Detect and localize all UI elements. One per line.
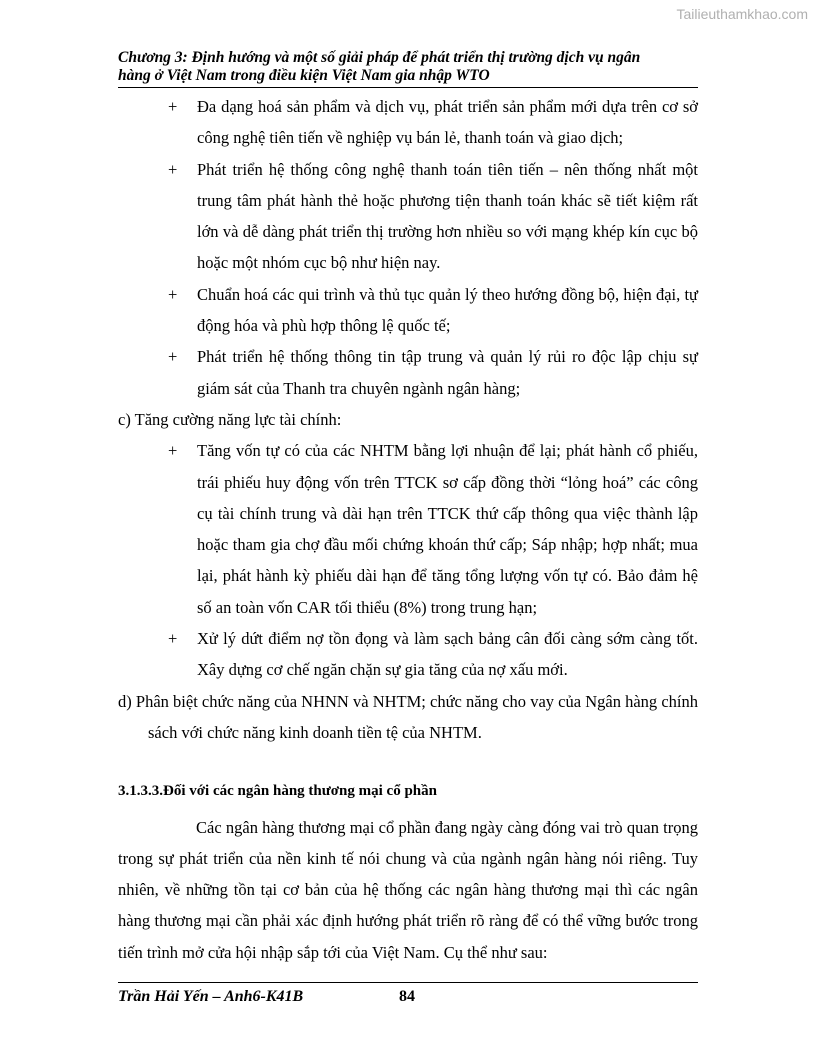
list-item-text: Đa dạng hoá sản phẩm và dịch vụ, phát triển sản phẩm mới dựa trên cơ sở công nghệ tiên tiến về nghiệp vụ bán lẻ, thanh toán và giao dịch;	[197, 97, 698, 148]
header-divider	[118, 87, 698, 88]
list-item	[118, 341, 698, 404]
subheading-c: c) Tăng cường năng lực tài chính:	[118, 409, 342, 429]
list-item-text: Phát triển hệ thống công nghệ thanh toán tiên tiến – nên thống nhất một trung tâm phát hành thẻ hoặc phương tiện thanh toán khác sẽ tiết kiệm rất lớn và dễ dàng phát triển thị trường hơn nhiều so với mạng khép kín cục bộ hoặc một nhóm cục bộ như hiện nay.	[197, 159, 698, 273]
chapter-header-line-1: Chương 3: Định hướng và một số giải pháp để phát triển thị trường dịch vụ ngân	[118, 49, 641, 66]
footer-divider	[118, 982, 698, 983]
chapter-header	[118, 49, 698, 85]
section-title: 3.1.3.3.Đối với các ngân hàng thương mại cổ phần	[118, 783, 437, 800]
list-item	[118, 623, 698, 686]
bullet-plus: +	[168, 284, 178, 304]
list-item-text: Phát triển hệ thống thông tin tập trung và quản lý rủi ro độc lập chịu sự giám sát của Thanh tra chuyên ngành ngân hàng;	[197, 347, 698, 398]
list-item-text: Chuẩn hoá các qui trình và thủ tục quản lý theo hướng đồng bộ, hiện đại, tự động hóa và phù hợp thông lệ quốc tế;	[197, 284, 698, 336]
list-item	[118, 279, 698, 342]
page-number: 84	[399, 988, 415, 1005]
bullet-plus: +	[168, 347, 178, 367]
chapter-header-line-2: hàng ở Việt Nam trong điều kiện Việt Nam gia nhập WTO	[118, 67, 490, 84]
bullet-plus: +	[168, 629, 178, 649]
bullet-plus: +	[168, 159, 178, 179]
subheading-d: d) Phân biệt chức năng của NHNN và NHTM; chức năng cho vay của Ngân hàng chính sách với chức năng kinh doanh tiền tệ của NHTM.	[118, 691, 698, 742]
body-paragraph: Các ngân hàng thương mại cổ phần đang ngày càng đóng vai trò quan trọng trong sự phát triển của nền kinh tế nói chung và của ngành ngân hàng nói riêng. Tuy nhiên, về những tồn tại cơ bản của hệ thống các ngân hàng thương mại thì các ngân hàng thương mại cần phải xác định hướng phát triển rõ ràng để có thể vững bước trong tiến trình mở cửa hội nhập sắp tới của Việt Nam. Cụ thể như sau:	[118, 817, 698, 962]
bullet-plus: +	[168, 441, 178, 461]
page-body	[118, 91, 698, 968]
footer-author: Trần Hải Yến – Anh6-K41B	[118, 988, 304, 1005]
watermark: Tailieuthamkhao.com	[676, 6, 808, 22]
list-item-text: Xử lý dứt điểm nợ tồn đọng và làm sạch bảng cân đối càng sớm càng tốt. Xây dựng cơ chế ngăn chặn sự gia tăng của nợ xấu mới.	[197, 629, 698, 680]
list-item	[118, 154, 698, 279]
list-item	[118, 435, 698, 623]
list-item	[118, 91, 698, 154]
list-item-text: Tăng vốn tự có của các NHTM bằng lợi nhuận để lại; phát hành cổ phiếu, trái phiếu huy động vốn trên TTCK sơ cấp đồng thời “lỏng hoá” các công cụ tài chính trung và dài hạn trên TTCK thứ cấp thông qua việc thành lập hoặc tham gia chợ đầu mối chứng khoán thứ cấp; Sáp nhập; hợp nhất; mua lại, phát hành kỳ phiếu dài hạn để tăng tổng lượng vốn tự có. Bảo đảm hệ số an toàn vốn CAR tối thiểu (8%) trong trung hạn;	[197, 441, 698, 617]
bullet-plus: +	[168, 97, 178, 116]
